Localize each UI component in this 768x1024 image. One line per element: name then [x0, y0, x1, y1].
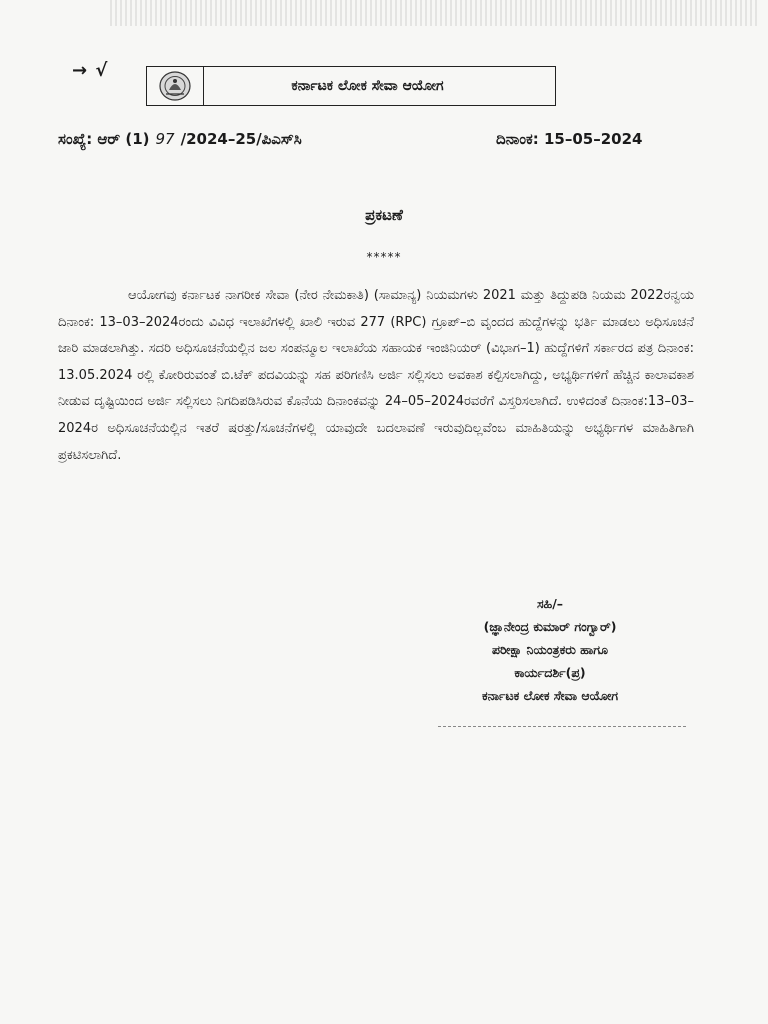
divider [438, 726, 686, 727]
signature-block [430, 592, 670, 707]
scan-edge-artifact [110, 0, 760, 26]
margin-mark: → √ [72, 60, 109, 81]
designation-line2: ಕಾರ್ಯದರ್ಶಿ(ಪ್ರ) [514, 665, 586, 680]
emblem-cell [147, 67, 204, 105]
handwritten-number: 97 [155, 130, 175, 148]
signatory-name: (ಜ್ಞಾನೇಂದ್ರ ಕುಮಾರ್ ಗಂಗ್ವಾರ್) [483, 619, 617, 634]
separator: ***** [366, 250, 402, 264]
document-date: ದಿನಾಂಕ: 15–05–2024 [496, 130, 643, 148]
signed-mark: ಸಹಿ/– [536, 596, 564, 611]
karnataka-emblem-icon [158, 70, 192, 102]
notice-title: ಪ್ರಕಟಣೆ [365, 206, 403, 224]
reference-suffix: /2024–25/ಪಿಎಸ್‌ಸಿ [180, 130, 302, 148]
reference-prefix: ಸಂಖ್ಯೆ: ಆರ್ (1) [58, 130, 150, 148]
reference-number [58, 130, 302, 148]
letterhead-box [146, 66, 556, 106]
organisation-name: ಕರ್ನಾಟಕ ಲೋಕ ಸೇವಾ ಆಯೋಗ [482, 688, 618, 703]
designation-line1: ಪರೀಕ್ಷಾ ನಿಯಂತ್ರಕರು ಹಾಗೂ [492, 642, 608, 657]
commission-title: ಕರ್ನಾಟಕ ಲೋಕ ಸೇವಾ ಆಯೋಗ [291, 78, 444, 94]
notice-body: ಆಯೋಗವು ಕರ್ನಾಟಕ ನಾಗರೀಕ ಸೇವಾ (ನೇರ ನೇಮಕಾತಿ) (ಸಾಮಾನ್ಯ) ನಿಯಮಗಳು 2021 ಮತ್ತು ತಿದ್ದುಪಡಿ ನಿಯಮ 2022ರನ್ವಯ ದಿನಾಂಕ: 13–03–2024ರಂದು ವಿವಿಧ ಇಲಾಖೆಗಳಲ್ಲಿ ಖಾಲಿ ಇರುವ 277 (RPC) ಗ್ರೂಪ್–ಬಿ ವೃಂದದ ಹುದ್ದೆಗಳನ್ನು ಭರ್ತಿ ಮಾಡಲು ಅಧಿಸೂಚನೆ ಜಾರಿ ಮಾಡಲಾಗಿತ್ತು. ಸದರಿ ಅಧಿಸೂಚನೆಯಲ್ಲಿನ ಜಲ ಸಂಪನ್ಮೂಲ ಇಲಾಖೆಯ ಸಹಾಯಕ ಇಂಜಿನಿಯರ್ (ವಿಭಾಗ–1) ಹುದ್ದೆಗಳಿಗೆ ಸರ್ಕಾರದ ಪತ್ರ ದಿನಾಂಕ: 13.05.2024 ರಲ್ಲಿ ಕೋರಿರುವಂತೆ ಬಿ.ಟೆಕ್ ಪದವಿಯನ್ನು ಸಹ ಪರಿಗಣಿಸಿ ಅರ್ಜಿ ಸಲ್ಲಿಸಲು ಅವಕಾಶ ಕಲ್ಪಿಸಲಾಗಿದ್ದು, ಅಭ್ಯರ್ಥಿಗಳಿಗೆ ಹೆಚ್ಚಿನ ಕಾಲಾವಕಾಶ ನೀಡುವ ದೃಷ್ಟಿಯಿಂದ ಅರ್ಜಿ ಸಲ್ಲಿಸಲು ನಿಗದಿಪಡಿಸಿರುವ ಕೊನೆಯ ದಿನಾಂಕವನ್ನು 24–05–2024ರವರೆಗೆ ವಿಸ್ತರಿಸಲಾಗಿದೆ. ಉಳಿದಂತೆ ದಿನಾಂಕ:13–03–2024ರ ಅಧಿಸೂಚನೆಯಲ್ಲಿನ ಇತರೆ ಷರತ್ತು/ಸೂಚನೆಗಳಲ್ಲಿ ಯಾವುದೇ ಬದಲಾವಣೆ ಇರುವುದಿಲ್ಲವೆಂಬ ಮಾಹಿತಿಯನ್ನು ಅಭ್ಯರ್ಥಿಗಳ ಮಾಹಿತಿಗಾಗಿ ಪ್ರಕಟಿಸಲಾಗಿದೆ. [58, 288, 694, 463]
